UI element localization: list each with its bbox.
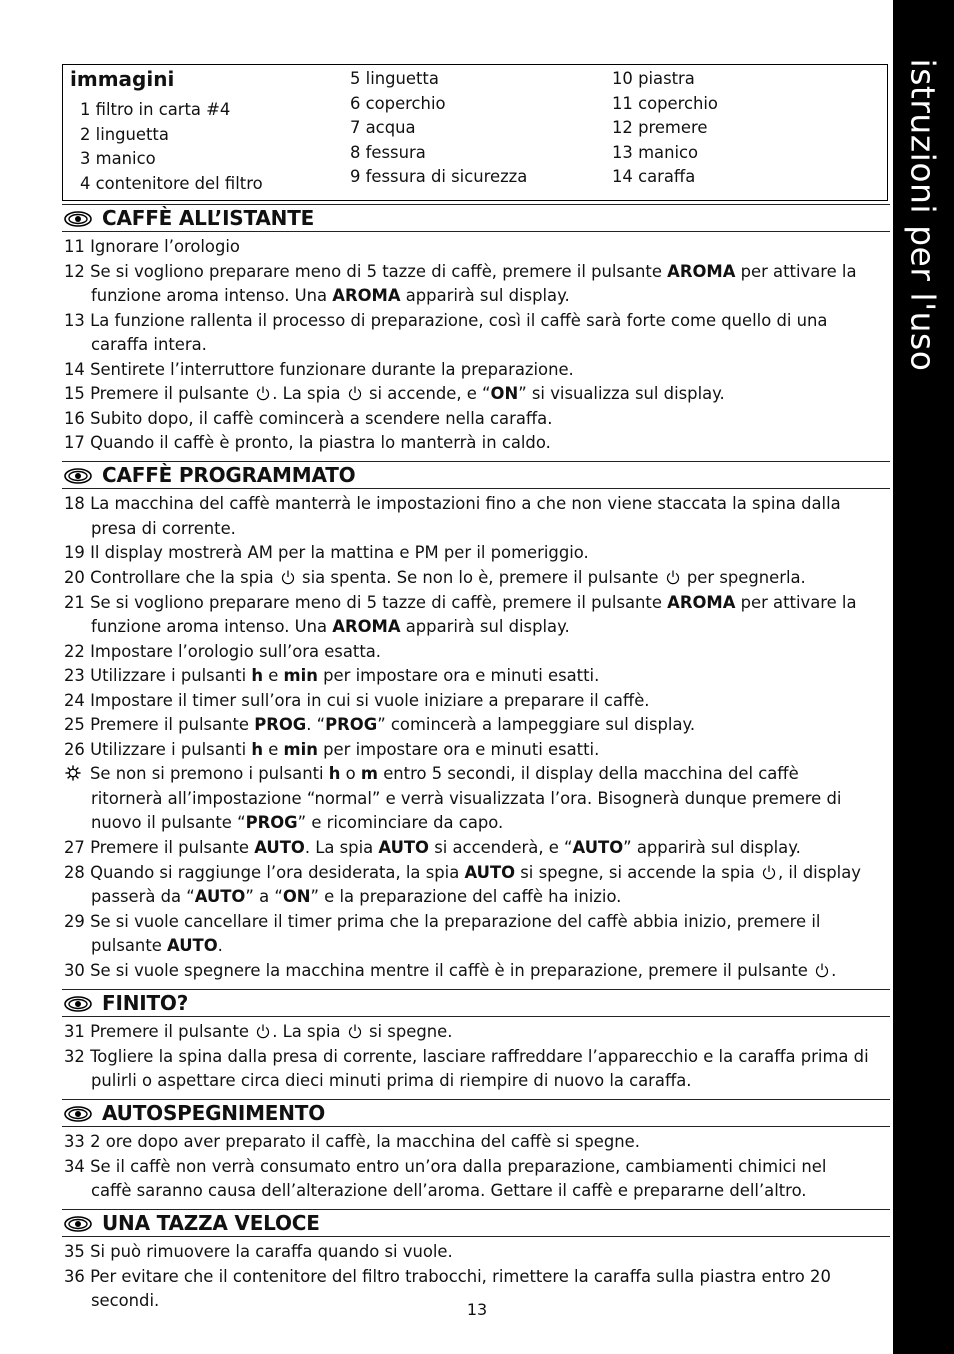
- section-title: CAFFÈ PROGRAMMATO: [102, 463, 356, 487]
- list-item: 1 filtro in carta #4: [80, 100, 231, 119]
- power-icon: [256, 386, 270, 401]
- step-36: 36 Per evitare che il contenitore del filtro trabocchi, rimettere la caraffa sulla piastra entro 20 secondi.: [64, 1266, 831, 1311]
- step-32: 32 Togliere la spina dalla presa di corrente, lasciare raffreddare l’apparecchio e la caraffa prima di pulirli o aspettare circa dieci minuti prima di riempire di nuovo la caraffa.: [64, 1046, 869, 1091]
- step-21: 21 Se si vogliono preparare meno di 5 tazze di caffè, premere il pulsante AROMA per attivare la funzione aroma intenso. Una AROMA apparirà sul display.: [64, 592, 857, 637]
- step-18: 18 La macchina del caffè manterrà le impostazioni fino a che non viene staccata la spina dalla presa di corrente.: [64, 494, 841, 538]
- list-item: 2 linguetta: [80, 124, 169, 144]
- list-item: 8 fessura: [350, 142, 426, 162]
- step-15: 15 Premere il pulsante . La spia si accende, e “ON” si visualizza sul display.: [64, 384, 725, 403]
- step-24: 24 Impostare il timer sull’ora in cui si vuole iniziare a preparare il caffè.: [64, 690, 650, 710]
- step-14: 14 Sentirete l’interruttore funzionare durante la preparazione.: [64, 359, 574, 379]
- eye-icon: [64, 468, 92, 484]
- step-35: 35 Si può rimuovere la caraffa quando si vuole.: [64, 1242, 453, 1261]
- power-icon: [762, 865, 776, 880]
- step-13: 13 La funzione rallenta il processo di preparazione, così il caffè sarà forte come quello di una caraffa intera.: [64, 310, 828, 355]
- step-30: 30 Se si vuole spegnere la macchina mentre il caffè è in preparazione, premere il pulsante .: [64, 961, 837, 980]
- step-31: 31 Premere il pulsante . La spia si spegne.: [64, 1022, 453, 1041]
- list-item: 6 coperchio: [350, 93, 446, 113]
- step-33: 33 2 ore dopo aver preparato il caffè, la macchina del caffè si spegne.: [64, 1132, 640, 1151]
- step-23: 23 Utilizzare i pulsanti h e min per impostare ora e minuti esatti.: [64, 666, 600, 685]
- list-item: 3 manico: [80, 149, 156, 168]
- section-title: CAFFÈ ALL’ISTANTE: [102, 206, 315, 230]
- images-heading: immagini: [70, 67, 175, 91]
- power-icon: [348, 386, 362, 401]
- step-20: 20 Controllare che la spia sia spenta. Se non lo è, premere il pulsante per spegnerla.: [64, 568, 806, 587]
- list-item: 11 coperchio: [612, 93, 718, 113]
- images-list-3: [612, 67, 718, 190]
- step-34: 34 Se il caffè non verrà consumato entro un’ora dalla preparazione, cambiamenti chimici nel caffè saranno causa dell’alterazione dell’aroma. Gettare il caffè e prepararne dell’altro.: [64, 1156, 827, 1201]
- section-header: [62, 1099, 890, 1127]
- power-icon: [666, 570, 680, 585]
- list-item: 5 linguetta: [350, 69, 439, 88]
- step-11: 11 Ignorare l’orologio: [64, 237, 240, 256]
- step-19: 19 Il display mostrerà AM per la mattina e PM per il pomeriggio.: [64, 543, 589, 562]
- section-header: [62, 204, 890, 232]
- eye-icon: [64, 211, 92, 227]
- step-17: 17 Quando il caffè è pronto, la piastra lo manterrà in caldo.: [64, 433, 551, 452]
- list-item: 7 acqua: [350, 118, 416, 137]
- section-header: [62, 989, 890, 1017]
- step-28: 28 Quando si raggiunge l’ora desiderata, la spia AUTO si spegne, si accende la spia , il display passerà da “AUTO” a “ON” e la preparazione del caffè ha inizio.: [64, 862, 861, 907]
- step-29: 29 Se si vuole cancellare il timer prima che la preparazione del caffè abbia inizio, premere il pulsante AUTO.: [64, 911, 821, 956]
- section-title: FINITO?: [102, 991, 189, 1015]
- list-item: 13 manico: [612, 142, 699, 162]
- list-item: 4 contenitore del filtro: [80, 173, 263, 193]
- section-title: AUTOSPEGNIMENTO: [102, 1101, 326, 1125]
- section-header: [62, 461, 890, 489]
- page-number: 13: [466, 1300, 488, 1319]
- power-icon: [815, 963, 829, 978]
- section-title: UNA TAZZA VELOCE: [102, 1211, 320, 1235]
- eye-icon: [64, 1216, 92, 1232]
- images-list-1: [80, 98, 263, 196]
- power-icon: [281, 570, 295, 585]
- step-26: 26 Utilizzare i pulsanti h e min per impostare ora e minuti esatti.: [64, 739, 600, 759]
- power-icon: [348, 1024, 362, 1039]
- section-header: [62, 1209, 890, 1237]
- note-timeout: Se non si premono i pulsanti h o m entro 5 secondi, il display della macchina del caffè ritornerà all’impostazione “normal” e verrà visualizzata l’ora. Bisognerà dunque premere di nuovo il pulsante “PROG” e ricominciare da capo.: [64, 762, 890, 836]
- step-27: 27 Premere il pulsante AUTO. La spia AUTO si accenderà, e “AUTO” apparirà sul display.: [64, 838, 801, 857]
- eye-icon: [64, 1106, 92, 1122]
- power-icon: [256, 1024, 270, 1039]
- sun-icon: [64, 765, 82, 781]
- eye-icon: [64, 996, 92, 1012]
- side-title: istruzioni per l'uso: [903, 58, 943, 372]
- list-item: 12 premere: [612, 118, 708, 137]
- list-item: 14 caraffa: [612, 167, 696, 186]
- step-22: 22 Impostare l’orologio sull’ora esatta.: [64, 641, 381, 661]
- list-item: 9 fessura di sicurezza: [350, 167, 528, 186]
- step-25: 25 Premere il pulsante PROG. “PROG” comincerà a lampeggiare sul display.: [64, 715, 696, 734]
- step-12: 12 Se si vogliono preparare meno di 5 tazze di caffè, premere il pulsante AROMA per attivare la funzione aroma intenso. Una AROMA apparirà sul display.: [64, 261, 857, 306]
- step-16: 16 Subito dopo, il caffè comincerà a scendere nella caraffa.: [64, 408, 553, 428]
- list-item: 10 piastra: [612, 69, 695, 88]
- images-list-2: [350, 67, 527, 190]
